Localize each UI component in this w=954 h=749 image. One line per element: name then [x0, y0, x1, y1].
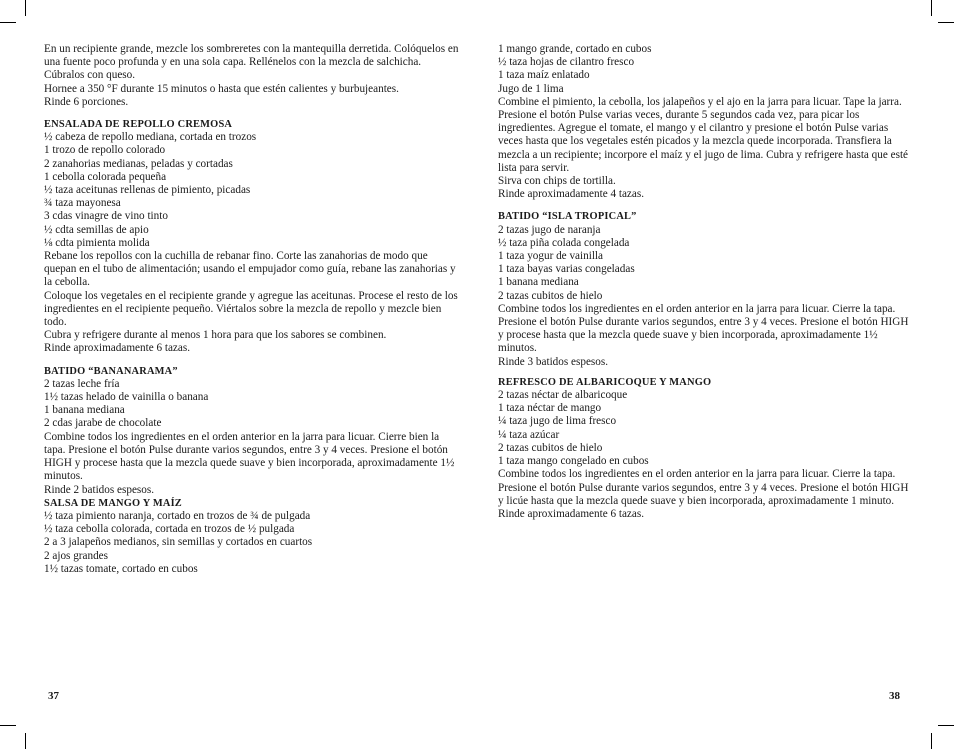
crop-mark: [25, 0, 26, 16]
recipe-yield: Rinde 2 batidos espesos.: [44, 483, 155, 496]
crop-mark: [938, 725, 954, 726]
recipe-yield: Rinde 3 batidos espesos.: [498, 355, 609, 368]
ingredient-item: 2 cdas jarabe de chocolate: [44, 417, 162, 430]
recipe-step: Coloque los vegetales en el recipiente grande y agregue las aceitunas. Procese el resto de los ingredientes en el recipiente pequeño. Viértalos sobre la mezcla de repollo y mezcle bien todo.: [44, 289, 458, 329]
crop-mark: [931, 0, 932, 16]
crop-mark: [0, 725, 16, 726]
intro-paragraph: Hornee a 350 °F durante 15 minutos o hasta que estén calientes y burbujeantes.: [44, 82, 399, 95]
ingredient-item: ¼ taza jugo de lima fresco: [498, 415, 617, 428]
recipe-title: SALSA DE MANGO Y MAÍZ: [44, 497, 182, 509]
ingredient-item: ½ cdta semillas de apio: [44, 223, 149, 236]
ingredient-item: 1½ tazas tomate, cortado en cubos: [44, 562, 198, 575]
ingredient-item: ¼ taza azúcar: [498, 428, 560, 441]
recipe-title: BATIDO “ISLA TROPICAL”: [498, 211, 637, 223]
recipe-step: Combine todos los ingredientes en el orden anterior en la jarra para licuar. Cierre la tapa. Presione el botón Pulse durante varios segundos, entre 3 y 4 veces. Presione el botón HIGH y licúe hasta que la mezcla quede suave y bien incorporada, aproximadamente 1 minuto.: [498, 468, 909, 507]
ingredient-item: 1 taza mango congelado en cubos: [498, 455, 649, 468]
ingredient-item: ¾ taza mayonesa: [44, 197, 121, 210]
recipe-step: Sirva con chips de tortilla.: [498, 175, 616, 188]
intro-paragraph: En un recipiente grande, mezcle los sombreretes con la mantequilla derretida. Colóquelos en una fuente poco profunda y en una sola capa. Rellénelos con la mezcla de salchicha. Cúbralos con queso.: [44, 43, 459, 82]
right-page: [498, 43, 910, 521]
ingredient-item: 1 cebolla colorada pequeña: [44, 170, 167, 183]
crop-mark: [25, 733, 26, 749]
ingredient-item: 2 tazas jugo de naranja: [498, 223, 601, 236]
ingredient-item: 2 tazas leche fría: [44, 377, 120, 390]
ingredient-item: ½ taza piña colada congelada: [498, 236, 630, 249]
recipe-step: Cubra y refrigere durante al menos 1 hora para que los sabores se combinen.: [44, 329, 387, 342]
ingredient-item: 2 zanahorias medianas, peladas y cortadas: [44, 157, 233, 170]
ingredient-item: 2 ajos grandes: [44, 549, 109, 562]
ingredient-item: 1 taza néctar de mango: [498, 402, 602, 415]
ingredient-item: Jugo de 1 lima: [498, 82, 564, 95]
recipe-step: Combine todos los ingredientes en el orden anterior en la jarra para licuar. Cierre bien la tapa. Presione el botón Pulse durante varios segundos, entre 3 y 4 veces. Presione el botón HIGH y procese hasta que la mezcla quede suave y bien incorporada, aproximadamente 1½ minutos.: [44, 430, 455, 483]
page-number: 37: [48, 690, 59, 702]
ingredient-item: ⅛ cdta pimienta molida: [44, 236, 150, 249]
recipe-title: ENSALADA DE REPOLLO CREMOSA: [44, 119, 233, 131]
ingredient-item: 1½ tazas helado de vainilla o banana: [44, 391, 209, 404]
recipe-step: Combine todos los ingredientes en el orden anterior en la jarra para licuar. Cierre la tapa. Presione el botón Pulse durante varios segundos, entre 3 y 4 veces. Presione el botón HIGH y procese hasta que la mezcla quede suave y bien incorporada, aproximadamente 1½ minutos.: [498, 302, 909, 355]
ingredient-item: 2 tazas cubitos de hielo: [498, 289, 603, 302]
ingredient-item: 2 tazas cubitos de hielo: [498, 441, 603, 454]
ingredient-item: ½ taza cebolla colorada, cortada en trozos de ½ pulgada: [44, 523, 295, 536]
ingredient-item: 1 trozo de repollo colorado: [44, 144, 166, 157]
recipe-yield: Rinde aproximadamente 6 tazas.: [44, 342, 191, 355]
recipe-yield: Rinde aproximadamente 6 tazas.: [498, 507, 645, 520]
ingredient-item: 1 taza yogur de vainilla: [498, 250, 603, 263]
ingredient-item: ½ taza aceitunas rellenas de pimiento, picadas: [44, 184, 251, 197]
page-number: 38: [889, 690, 900, 702]
ingredient-item: 2 a 3 jalapeños medianos, sin semillas y cortados en cuartos: [44, 536, 313, 549]
ingredient-item: 1 banana mediana: [498, 276, 579, 289]
ingredient-item: 2 tazas néctar de albaricoque: [498, 389, 628, 402]
ingredient-item: 1 taza bayas varias congeladas: [498, 263, 635, 276]
crop-mark: [938, 22, 954, 23]
ingredient-item: 1 mango grande, cortado en cubos: [498, 43, 652, 55]
recipe-step: Rebane los repollos con la cuchilla de rebanar fino. Corte las zanahorias de modo que quepan en el tubo de alimentación; usando el empujador como guía, rebane las zanahorias y la cebolla.: [44, 250, 456, 289]
ingredient-item: 3 cdas vinagre de vino tinto: [44, 210, 168, 223]
recipe-title: BATIDO “BANANARAMA”: [44, 365, 178, 377]
recipe-step: Combine el pimiento, la cebolla, los jalapeños y el ajo en la jarra para licuar. Tape la jarra. Presione el botón Pulse varias veces, durante 5 segundos cada vez, para picar los ingredientes. Agregue el tomate, el mango y el cilantro y presione el botón Pulse varias veces hasta que los vegetales estén picados y la mezcla quede incorporada. Transfiera la mezcla a un recipiente; incorpore el maíz y el jugo de lima. Cubra y refrigere hasta que esté lista para servir.: [498, 95, 909, 174]
ingredient-item: 1 banana mediana: [44, 404, 125, 417]
ingredient-item: ½ cabeza de repollo mediana, cortada en trozos: [44, 131, 257, 144]
recipe-title: REFRESCO DE ALBARICOQUE Y MANGO: [498, 376, 712, 388]
intro-yield: Rinde 6 porciones.: [44, 95, 129, 108]
recipe-yield: Rinde aproximadamente 4 tazas.: [498, 188, 645, 201]
ingredient-item: 1 taza maíz enlatado: [498, 69, 590, 82]
crop-mark: [931, 733, 932, 749]
ingredient-item: ½ taza pimiento naranja, cortado en trozos de ¾ de pulgada: [44, 509, 311, 522]
crop-mark: [0, 22, 16, 23]
left-page: [44, 43, 462, 576]
ingredient-item: ½ taza hojas de cilantro fresco: [498, 56, 635, 69]
